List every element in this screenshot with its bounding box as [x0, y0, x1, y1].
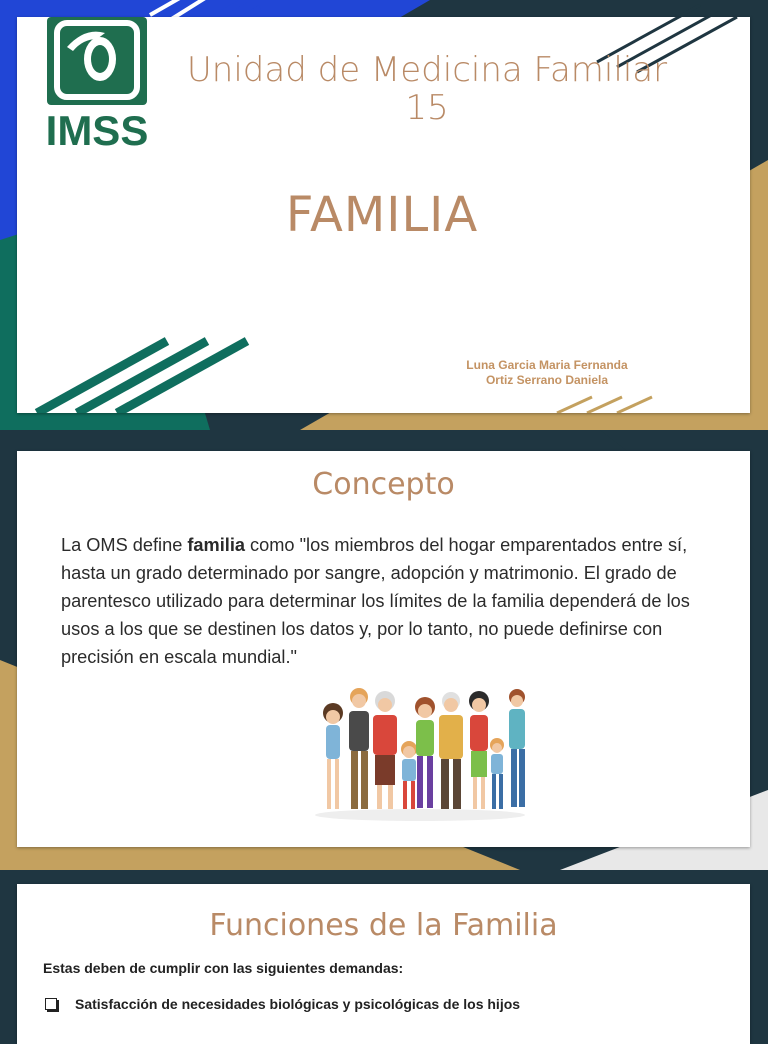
functions-slide: [17, 884, 750, 1044]
svg-text:IMSS: IMSS: [45, 107, 149, 147]
family-illustration: [313, 687, 527, 823]
functions-intro: Estas deben de cumplir con las siguientes demandas:: [43, 960, 404, 976]
title-slide: [17, 17, 750, 413]
imss-logo-icon: [45, 17, 149, 147]
author-2: Ortiz Serrano Daniela: [485, 373, 609, 387]
list-item-label: Satisfacción de necesidades biológicas y psicológicas de los hijos: [75, 996, 521, 1012]
list-item: [45, 996, 520, 1012]
authors: [447, 358, 647, 388]
concept-slide: [17, 451, 750, 847]
concept-heading: Concepto: [312, 467, 455, 502]
bold-term: familia: [187, 535, 245, 555]
checkbox-bullet-icon: [45, 998, 57, 1010]
clinic-title: Unidad de Medicina Familiar 15: [186, 50, 668, 128]
concept-paragraph: La OMS define familia como "los miembros del hogar emparentados entre sí, hasta un grado determinado por sangre, adopción y matrimonio. El grado de parentesco utilizado para determinar los límites de la familia dependerá de los usos a los que se destinen los datos y, por lo tanto, no puede definirse con precisión en escala mundial.": [61, 535, 690, 667]
functions-heading: Funciones de la Familia: [209, 908, 558, 943]
author-1: Luna Garcia Maria Fernanda: [466, 358, 628, 372]
main-heading: FAMILIA: [285, 187, 479, 243]
